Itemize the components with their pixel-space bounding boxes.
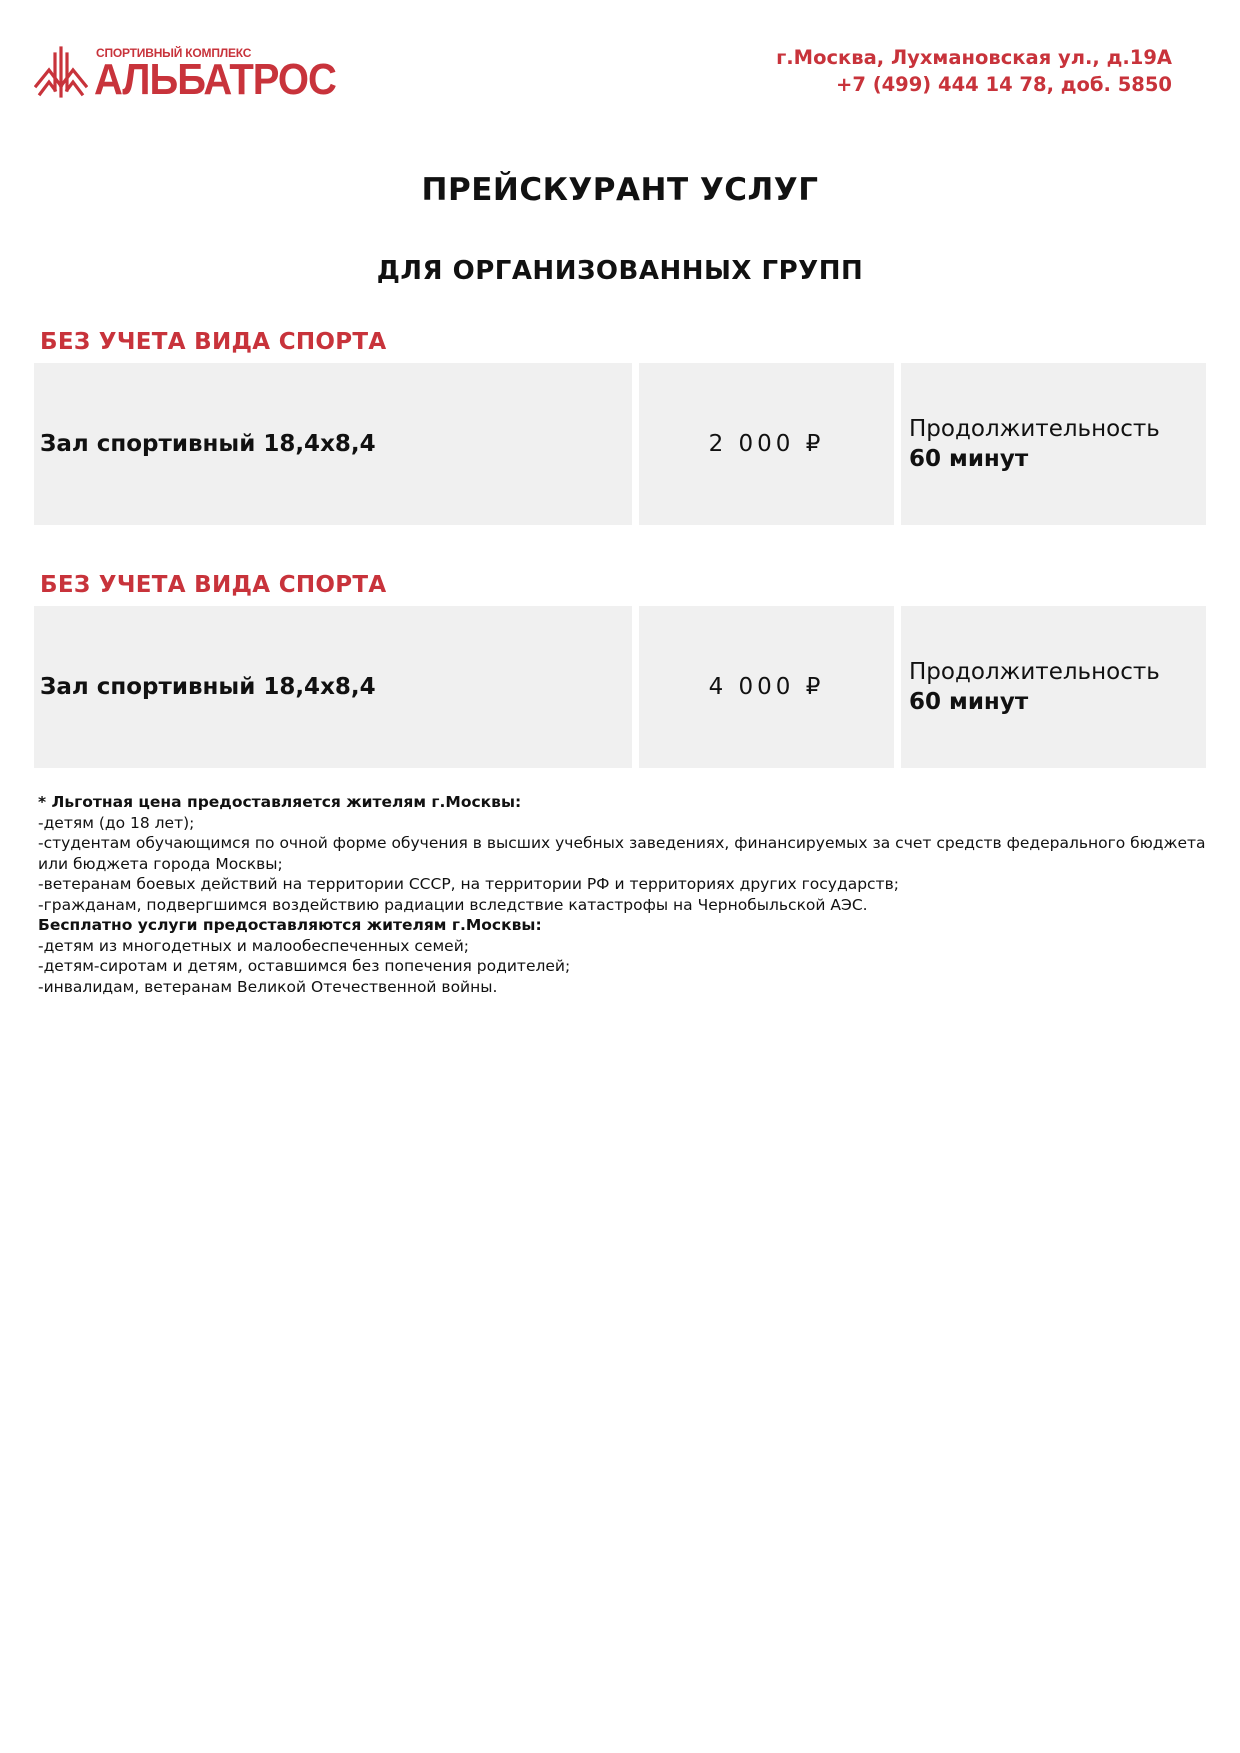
phone: +7 (499) 444 14 78, доб. 5850 — [836, 73, 1172, 96]
discount-heading: * Льготная цена предоставляется жителям г.Москвы: — [38, 793, 522, 811]
free-item: -детям-сиротам и детям, оставшимся без попечения родителей; — [38, 957, 571, 975]
duration-cell — [901, 363, 1206, 525]
section-heading: БЕЗ УЧЕТА ВИДА СПОРТА — [40, 329, 387, 355]
discount-item: -ветеранам боевых действий на территории СССР, на территории РФ и территориях других государств; — [38, 875, 899, 893]
free-item: -детям из многодетных и малообеспеченных семей; — [38, 936, 469, 955]
price-row — [34, 606, 1206, 768]
price-row — [34, 363, 1206, 525]
duration-label: Продолжительность — [909, 659, 1160, 685]
footnotes — [38, 792, 1208, 997]
discount-item: -гражданам, подвергшимся воздействию радиации вследствие катастрофы на Чернобыльской АЭС. — [38, 895, 868, 914]
albatros-bird-icon — [34, 46, 88, 98]
free-item: -инвалидам, ветеранам Великой Отечественной войны. — [38, 977, 498, 996]
service-price: 4 000 ₽ — [708, 674, 825, 700]
discount-item: -детям (до 18 лет); — [38, 813, 195, 832]
page-header — [0, 0, 1240, 120]
duration-value: 60 минут — [909, 689, 1029, 715]
albatros-logo — [34, 44, 336, 104]
address: г.Москва, Лухмановская ул., д.19А — [776, 46, 1172, 69]
section-heading: БЕЗ УЧЕТА ВИДА СПОРТА — [40, 572, 387, 598]
duration-value: 60 минут — [909, 446, 1029, 472]
price-cell — [639, 363, 894, 525]
page-title: ПРЕЙСКУРАНТ УСЛУГ — [421, 172, 819, 208]
service-cell — [34, 606, 632, 768]
duration-label: Продолжительность — [909, 416, 1160, 442]
page-subtitle: ДЛЯ ОРГАНИЗОВАННЫХ ГРУПП — [376, 256, 864, 286]
free-heading: Бесплатно услуги предоставляются жителям г.Москвы: — [38, 916, 542, 934]
duration — [909, 606, 1160, 768]
contacts — [776, 44, 1172, 98]
duration — [909, 363, 1160, 525]
price-cell — [639, 606, 894, 768]
logo-name: АЛЬБАТРОС — [94, 56, 336, 104]
service-name: Зал спортивный 18,4х8,4 — [40, 431, 376, 457]
service-price: 2 000 ₽ — [708, 431, 825, 457]
service-cell — [34, 363, 632, 525]
discount-item: -студентам обучающимся по очной форме обучения в высших учебных заведениях, финансируемых за счет средств федерального бюджета или бюджета города Москвы; — [38, 834, 1206, 873]
duration-cell — [901, 606, 1206, 768]
service-name: Зал спортивный 18,4х8,4 — [40, 674, 376, 700]
logo-subtitle: СПОРТИВНЫЙ КОМПЛЕКС — [96, 46, 252, 60]
